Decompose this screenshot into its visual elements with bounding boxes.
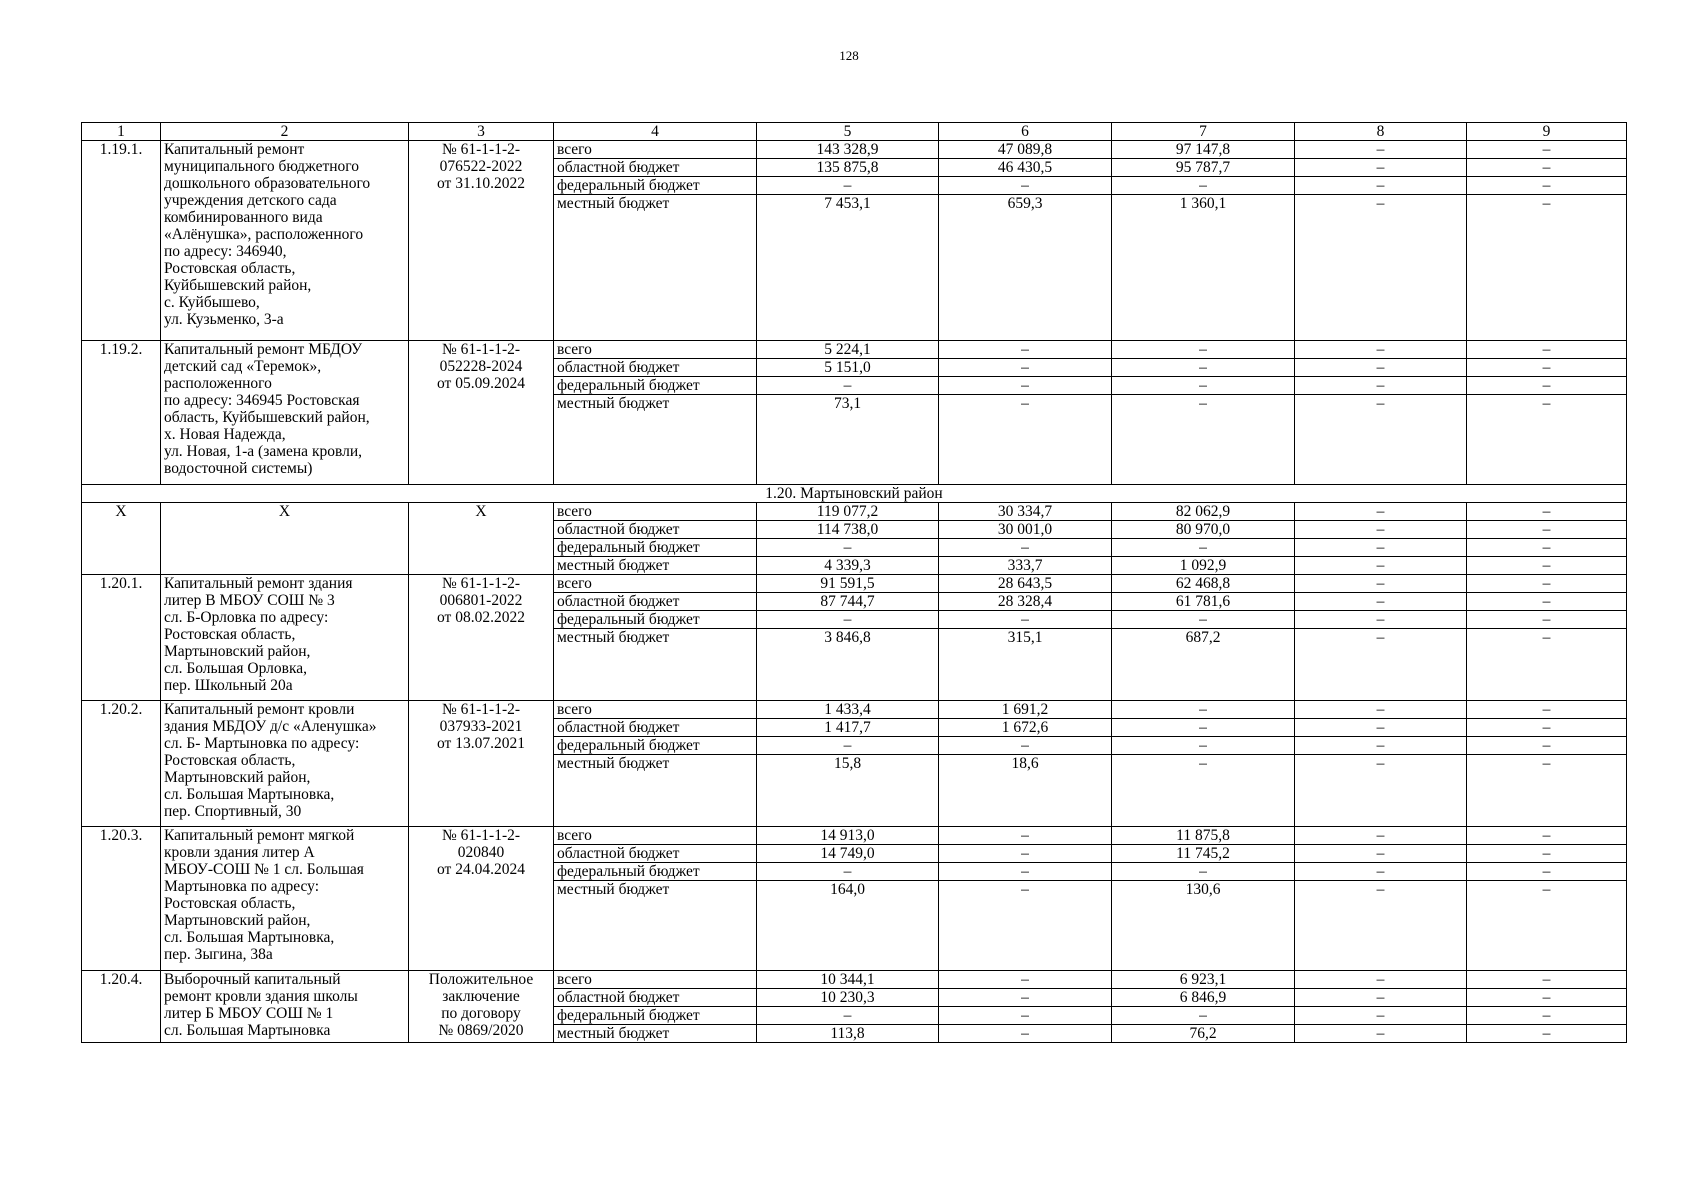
value-cell: – [1295, 395, 1467, 485]
header-cell: 9 [1467, 123, 1627, 141]
value-cell: 10 344,1 [757, 971, 939, 989]
budget-label: всего [554, 701, 757, 719]
value-cell: 130,6 [1112, 881, 1295, 971]
item-document: № 61-1-1-2- 076522-2022 от 31.10.2022 [409, 141, 554, 341]
value-cell: – [757, 863, 939, 881]
value-cell: – [1467, 359, 1627, 377]
value-cell: – [1467, 1007, 1627, 1025]
value-cell: – [1295, 827, 1467, 845]
value-cell: – [1295, 737, 1467, 755]
item-number: 1.20.4. [82, 971, 161, 1043]
value-cell: 333,7 [939, 557, 1112, 575]
value-cell: – [1295, 755, 1467, 827]
budget-label: местный бюджет [554, 755, 757, 827]
value-cell: – [1295, 521, 1467, 539]
value-cell: – [1295, 159, 1467, 177]
item-document: № 61-1-1-2- 006801-2022 от 08.02.2022 [409, 575, 554, 701]
budget-label: местный бюджет [554, 557, 757, 575]
header-cell: 5 [757, 123, 939, 141]
value-cell: – [1295, 141, 1467, 159]
value-cell: – [1467, 971, 1627, 989]
value-cell: 3 846,8 [757, 629, 939, 701]
value-cell: – [1467, 755, 1627, 827]
value-cell: 73,1 [757, 395, 939, 485]
budget-label: областной бюджет [554, 845, 757, 863]
value-cell: – [1295, 341, 1467, 359]
budget-label: федеральный бюджет [554, 1007, 757, 1025]
item-description: Капитальный ремонт здания литер В МБОУ СОШ № 3 сл. Б-Орловка по адресу: Ростовская область, Мартыновский район, сл. Большая Орловка, пер. Школьный 20а [161, 575, 409, 701]
item-number: 1.20.1. [82, 575, 161, 701]
header-cell: 3 [409, 123, 554, 141]
value-cell: – [1295, 539, 1467, 557]
value-cell: – [1467, 629, 1627, 701]
budget-label: местный бюджет [554, 395, 757, 485]
table-row [82, 503, 1627, 521]
budget-label: федеральный бюджет [554, 737, 757, 755]
value-cell: – [1112, 395, 1295, 485]
value-cell: 30 334,7 [939, 503, 1112, 521]
value-cell: 30 001,0 [939, 521, 1112, 539]
value-cell: – [1295, 593, 1467, 611]
value-cell: – [1467, 989, 1627, 1007]
value-cell: – [939, 177, 1112, 195]
budget-label: федеральный бюджет [554, 611, 757, 629]
value-cell: 5 224,1 [757, 341, 939, 359]
budget-label: областной бюджет [554, 989, 757, 1007]
section-row [82, 485, 1627, 503]
value-cell: – [1295, 629, 1467, 701]
budget-label: всего [554, 141, 757, 159]
table-row [82, 701, 1627, 719]
value-cell: – [1295, 701, 1467, 719]
value-cell: – [1467, 575, 1627, 593]
value-cell: – [1112, 863, 1295, 881]
value-cell: – [939, 989, 1112, 1007]
value-cell: – [1295, 845, 1467, 863]
value-cell: 6 846,9 [1112, 989, 1295, 1007]
value-cell: 1 092,9 [1112, 557, 1295, 575]
budget-label: всего [554, 341, 757, 359]
value-cell: – [1112, 737, 1295, 755]
budget-label: местный бюджет [554, 629, 757, 701]
value-cell: – [939, 1007, 1112, 1025]
value-cell: 11 745,2 [1112, 845, 1295, 863]
value-cell: – [1295, 377, 1467, 395]
value-cell: 91 591,5 [757, 575, 939, 593]
item-number: Х [82, 503, 161, 575]
value-cell: – [1467, 503, 1627, 521]
budget-label: всего [554, 575, 757, 593]
value-cell: 97 147,8 [1112, 141, 1295, 159]
value-cell: 4 339,3 [757, 557, 939, 575]
value-cell: 76,2 [1112, 1025, 1295, 1043]
value-cell: – [1467, 1025, 1627, 1043]
budget-label: федеральный бюджет [554, 539, 757, 557]
value-cell: – [1467, 539, 1627, 557]
value-cell: – [757, 377, 939, 395]
value-cell: – [1295, 557, 1467, 575]
table-row [82, 827, 1627, 845]
value-cell: 119 077,2 [757, 503, 939, 521]
value-cell: 47 089,8 [939, 141, 1112, 159]
value-cell: – [1467, 377, 1627, 395]
value-cell: – [757, 611, 939, 629]
value-cell: 659,3 [939, 195, 1112, 341]
budget-label: всего [554, 503, 757, 521]
value-cell: 15,8 [757, 755, 939, 827]
value-cell: – [757, 177, 939, 195]
value-cell: 164,0 [757, 881, 939, 971]
value-cell: – [939, 539, 1112, 557]
table-row [82, 141, 1627, 159]
budget-label: местный бюджет [554, 1025, 757, 1043]
budget-table [81, 122, 1627, 1043]
header-cell: 4 [554, 123, 757, 141]
table-row [82, 341, 1627, 359]
value-cell: – [757, 539, 939, 557]
item-description: Капитальный ремонт МБДОУ детский сад «Теремок», расположенного по адресу: 346945 Ростовская область, Куйбышевский район, х. Новая Надежда, ул. Новая, 1-а (замена кровли, водосточной системы) [161, 341, 409, 485]
item-description: Капитальный ремонт муниципального бюджетного дошкольного образовательного учреждения детского сада комбинированного вида «Алёнушка», расположенного по адресу: 346940, Ростовская область, Куйбышевский район, с. Куйбышево, ул. Кузьменко, 3-а [161, 141, 409, 341]
value-cell: – [939, 1025, 1112, 1043]
item-number: 1.20.2. [82, 701, 161, 827]
item-description: Выборочный капитальный ремонт кровли здания школы литер Б МБОУ СОШ № 1 сл. Большая Мартыновка [161, 971, 409, 1043]
value-cell: – [939, 737, 1112, 755]
value-cell: 143 328,9 [757, 141, 939, 159]
value-cell: – [1295, 503, 1467, 521]
value-cell: – [939, 881, 1112, 971]
value-cell: – [1112, 359, 1295, 377]
value-cell: – [1112, 611, 1295, 629]
header-cell: 7 [1112, 123, 1295, 141]
value-cell: 114 738,0 [757, 521, 939, 539]
value-cell: – [1112, 1007, 1295, 1025]
value-cell: 28 328,4 [939, 593, 1112, 611]
table-row [82, 971, 1627, 989]
budget-label: всего [554, 971, 757, 989]
header-cell: 2 [161, 123, 409, 141]
value-cell: – [1295, 881, 1467, 971]
section-title: 1.20. Мартыновский район [82, 485, 1627, 503]
value-cell: – [1467, 395, 1627, 485]
value-cell: 14 913,0 [757, 827, 939, 845]
value-cell: – [1467, 827, 1627, 845]
value-cell: 7 453,1 [757, 195, 939, 341]
value-cell: 315,1 [939, 629, 1112, 701]
table-row [82, 575, 1627, 593]
item-description: Капитальный ремонт кровли здания МБДОУ д/с «Аленушка» сл. Б- Мартыновка по адресу: Ростовская область, Мартыновский район, сл. Большая Мартыновка, пер. Спортивный, 30 [161, 701, 409, 827]
value-cell: – [1467, 177, 1627, 195]
value-cell: – [1467, 159, 1627, 177]
value-cell: – [1295, 195, 1467, 341]
budget-label: федеральный бюджет [554, 377, 757, 395]
value-cell: – [1467, 521, 1627, 539]
value-cell: – [939, 359, 1112, 377]
item-document: № 61-1-1-2- 052228-2024 от 05.09.2024 [409, 341, 554, 485]
item-number: 1.19.1. [82, 141, 161, 341]
item-document: Положительное заключение по договору № 0869/2020 [409, 971, 554, 1043]
value-cell: 18,6 [939, 755, 1112, 827]
budget-label: областной бюджет [554, 593, 757, 611]
value-cell: – [1295, 1007, 1467, 1025]
value-cell: – [1467, 845, 1627, 863]
value-cell: – [939, 377, 1112, 395]
value-cell: 113,8 [757, 1025, 939, 1043]
value-cell: – [1467, 863, 1627, 881]
value-cell: 5 151,0 [757, 359, 939, 377]
item-description: Х [161, 503, 409, 575]
item-document: Х [409, 503, 554, 575]
value-cell: 1 691,2 [939, 701, 1112, 719]
value-cell: 687,2 [1112, 629, 1295, 701]
item-description: Капитальный ремонт мягкой кровли здания литер А МБОУ-СОШ № 1 сл. Большая Мартыновка по адресу: Ростовская область, Мартыновский район, сл. Большая Мартыновка, пер. Зыгина, 38а [161, 827, 409, 971]
value-cell: – [1295, 989, 1467, 1007]
item-number: 1.19.2. [82, 341, 161, 485]
value-cell: – [1295, 719, 1467, 737]
value-cell: – [1112, 377, 1295, 395]
budget-label: федеральный бюджет [554, 177, 757, 195]
value-cell: – [939, 971, 1112, 989]
value-cell: 6 923,1 [1112, 971, 1295, 989]
value-cell: 14 749,0 [757, 845, 939, 863]
value-cell: – [1295, 611, 1467, 629]
page-number: 128 [839, 48, 859, 63]
value-cell: 82 062,9 [1112, 503, 1295, 521]
budget-label: областной бюджет [554, 521, 757, 539]
value-cell: – [1295, 575, 1467, 593]
value-cell: 1 672,6 [939, 719, 1112, 737]
value-cell: – [1112, 755, 1295, 827]
header-cell: 1 [82, 123, 161, 141]
value-cell: 62 468,8 [1112, 575, 1295, 593]
item-document: № 61-1-1-2- 020840 от 24.04.2024 [409, 827, 554, 971]
value-cell: – [939, 845, 1112, 863]
item-number: 1.20.3. [82, 827, 161, 971]
value-cell: – [1467, 593, 1627, 611]
budget-label: областной бюджет [554, 719, 757, 737]
value-cell: – [1112, 539, 1295, 557]
value-cell: – [939, 341, 1112, 359]
value-cell: – [1467, 737, 1627, 755]
value-cell: – [1112, 177, 1295, 195]
budget-label: местный бюджет [554, 881, 757, 971]
value-cell: 135 875,8 [757, 159, 939, 177]
value-cell: – [1112, 341, 1295, 359]
value-cell: 1 360,1 [1112, 195, 1295, 341]
value-cell: – [939, 863, 1112, 881]
budget-label: местный бюджет [554, 195, 757, 341]
budget-label: областной бюджет [554, 359, 757, 377]
budget-label: областной бюджет [554, 159, 757, 177]
header-row [82, 123, 1627, 141]
value-cell: – [1467, 701, 1627, 719]
value-cell: 11 875,8 [1112, 827, 1295, 845]
budget-label: всего [554, 827, 757, 845]
value-cell: – [1112, 701, 1295, 719]
value-cell: – [1467, 557, 1627, 575]
value-cell: – [1467, 611, 1627, 629]
value-cell: – [939, 395, 1112, 485]
value-cell: 1 417,7 [757, 719, 939, 737]
value-cell: – [1295, 863, 1467, 881]
value-cell: 28 643,5 [939, 575, 1112, 593]
value-cell: – [1467, 195, 1627, 341]
value-cell: – [1467, 141, 1627, 159]
value-cell: – [939, 611, 1112, 629]
item-document: № 61-1-1-2- 037933-2021 от 13.07.2021 [409, 701, 554, 827]
value-cell: – [757, 737, 939, 755]
value-cell: 10 230,3 [757, 989, 939, 1007]
value-cell: – [1467, 719, 1627, 737]
value-cell: – [939, 827, 1112, 845]
value-cell: – [1295, 359, 1467, 377]
value-cell: – [1112, 719, 1295, 737]
header-cell: 8 [1295, 123, 1467, 141]
value-cell: – [1467, 881, 1627, 971]
value-cell: 1 433,4 [757, 701, 939, 719]
header-cell: 6 [939, 123, 1112, 141]
value-cell: 87 744,7 [757, 593, 939, 611]
value-cell: 46 430,5 [939, 159, 1112, 177]
budget-label: федеральный бюджет [554, 863, 757, 881]
value-cell: – [757, 1007, 939, 1025]
value-cell: – [1295, 1025, 1467, 1043]
value-cell: – [1295, 971, 1467, 989]
value-cell: 80 970,0 [1112, 521, 1295, 539]
value-cell: 95 787,7 [1112, 159, 1295, 177]
value-cell: 61 781,6 [1112, 593, 1295, 611]
value-cell: – [1295, 177, 1467, 195]
value-cell: – [1467, 341, 1627, 359]
